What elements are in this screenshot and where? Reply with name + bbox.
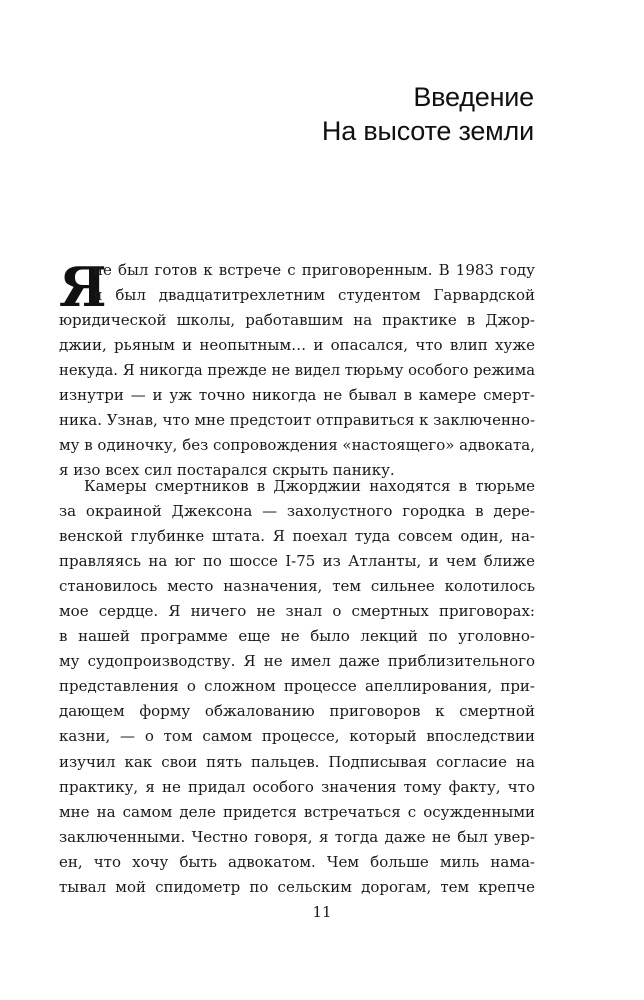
text-line: юридической школы, работавшим на практике в Джор- (59, 311, 535, 330)
text-line: джии, рьяным и неопытным… и опасался, что влип хуже (59, 336, 535, 355)
text-line: Камеры смертников в Джорджии находятся в тюрьме (84, 477, 535, 495)
text-line: не был готов к встрече с приговоренным. В 1983 году (93, 261, 535, 279)
text-line: представления о сложном процессе апеллирования, при- (59, 677, 535, 696)
text-line: мое сердце. Я ничего не знал о смертных приговорах: (59, 602, 535, 621)
text-line: становилось место назначения, тем сильнее колотилось (59, 577, 535, 596)
text-line: правляясь на юг по шоссе I-75 из Атланты, и чем ближе (59, 552, 535, 571)
text-line: дающем форму обжалованию приговоров к смертной (59, 702, 535, 721)
text-line: ен, что хочу быть адвокатом. Чем больше миль нама- (59, 852, 535, 871)
text-line: я был двадцатитрехлетним студентом Гарвардской (93, 286, 535, 305)
text-line: заключенными. Честно говоря, я тогда даже не был увер- (59, 827, 535, 846)
text-line: му судопроизводству. Я не имел даже приблизительного (59, 652, 535, 671)
text-line: некуда. Я никогда прежде не видел тюрьму особого режима (59, 361, 535, 380)
text-line: изнутри — и уж точно никогда не бывал в камере смерт- (59, 386, 535, 405)
text-line: в нашей программе еще не было лекций по уголовно- (59, 627, 535, 646)
text-line: му в одиночку, без сопровождения «настоящего» адвоката, (59, 436, 535, 455)
text-line: мне на самом деле придется встречаться с осужденными (59, 802, 535, 821)
chapter-subtitle: На высоте земли (321, 116, 534, 146)
text-line: казни, — о том самом процессе, который впоследствии (59, 727, 535, 746)
paragraph-2 (59, 474, 535, 900)
text-line: венской глубинке штата. Я поехал туда совсем один, на- (59, 527, 535, 546)
text-line: практику, я не придал особого значения тому факту, что (59, 777, 535, 796)
text-line: я изо всех сил постарался скрыть панику. (59, 461, 395, 480)
page-number: 11 (312, 903, 332, 921)
drop-cap: Я (59, 255, 107, 319)
text-line: тывал мой спидометр по сельским дорогам, тем крепче (59, 877, 535, 896)
paragraph-1 (59, 255, 535, 483)
chapter-heading (322, 80, 534, 148)
chapter-title: Введение (413, 82, 534, 112)
text-line: ника. Узнав, что мне предстоит отправиться к заключенно- (59, 411, 535, 430)
text-line: за окраиной Джексона — захолустного городка в дере- (59, 502, 535, 521)
text-line: изучил как свои пять пальцев. Подписывая согласие на (59, 752, 535, 771)
